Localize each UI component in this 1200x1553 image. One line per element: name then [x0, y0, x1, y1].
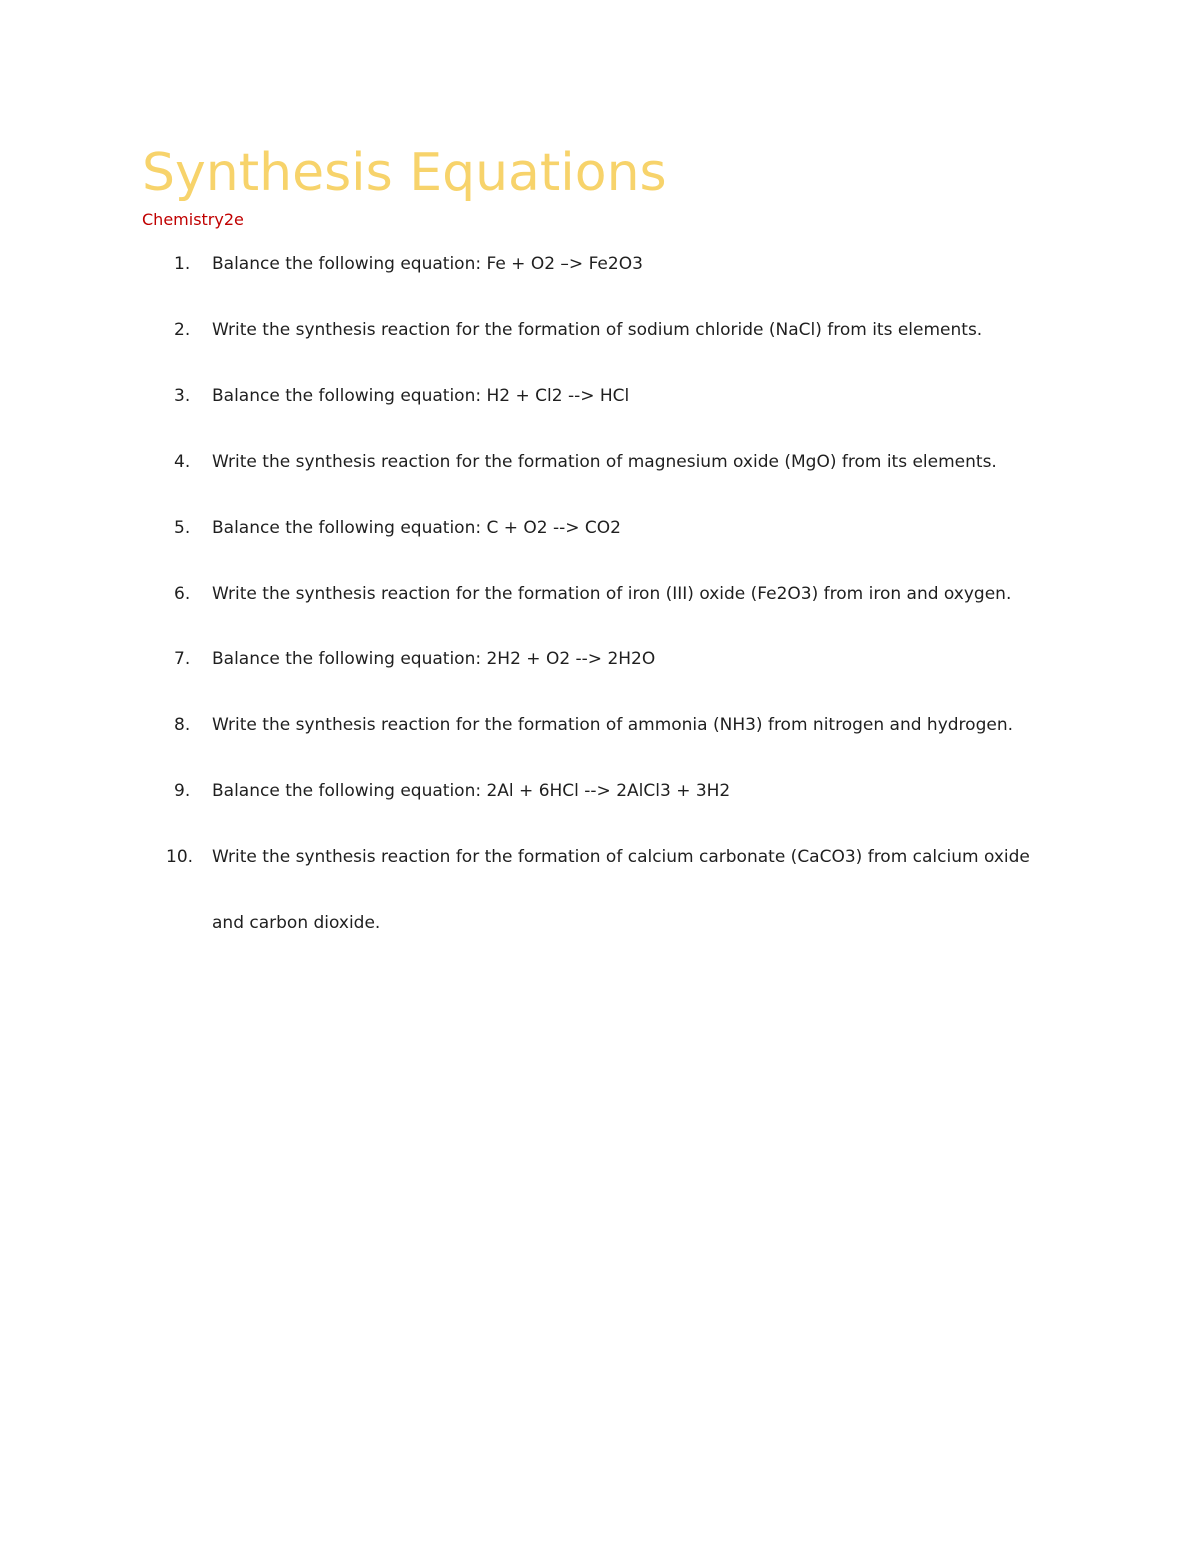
- question-text: Write the synthesis reaction for the formation of sodium chloride (NaCl) from its elements.: [212, 320, 983, 340]
- question-number: 8.: [174, 715, 191, 735]
- question-number: 1.: [174, 254, 191, 274]
- question-text: Write the synthesis reaction for the formation of ammonia (NH3) from nitrogen and hydrogen.: [212, 715, 1013, 735]
- page-subtitle: Chemistry2e: [142, 210, 244, 229]
- question-number: 10.: [166, 847, 194, 867]
- question-number: 6.: [174, 584, 191, 604]
- question-number: 9.: [174, 781, 191, 801]
- question-text: Balance the following equation: 2Al + 6HCl --> 2AlCl3 + 3H2: [212, 781, 731, 801]
- question-number: 3.: [174, 386, 191, 406]
- question-number: 5.: [174, 518, 191, 538]
- question-number: 4.: [174, 452, 191, 472]
- question-number: 2.: [174, 320, 191, 340]
- question-text: Balance the following equation: Fe + O2 –> Fe2O3: [212, 254, 643, 274]
- question-text: Balance the following equation: H2 + Cl2 --> HCl: [212, 386, 630, 406]
- page-title: Synthesis Equations: [142, 143, 667, 203]
- question-text: Write the synthesis reaction for the formation of calcium carbonate (CaCO3) from calcium oxide and carbon dioxide.: [212, 847, 1030, 933]
- question-text: Balance the following equation: 2H2 + O2 --> 2H2O: [212, 649, 656, 669]
- question-text: Write the synthesis reaction for the formation of iron (III) oxide (Fe2O3) from iron and oxygen.: [212, 584, 1012, 604]
- question-number: 7.: [174, 649, 191, 669]
- question-text: Balance the following equation: C + O2 --> CO2: [212, 518, 621, 538]
- question-text: Write the synthesis reaction for the formation of magnesium oxide (MgO) from its elements.: [212, 452, 997, 472]
